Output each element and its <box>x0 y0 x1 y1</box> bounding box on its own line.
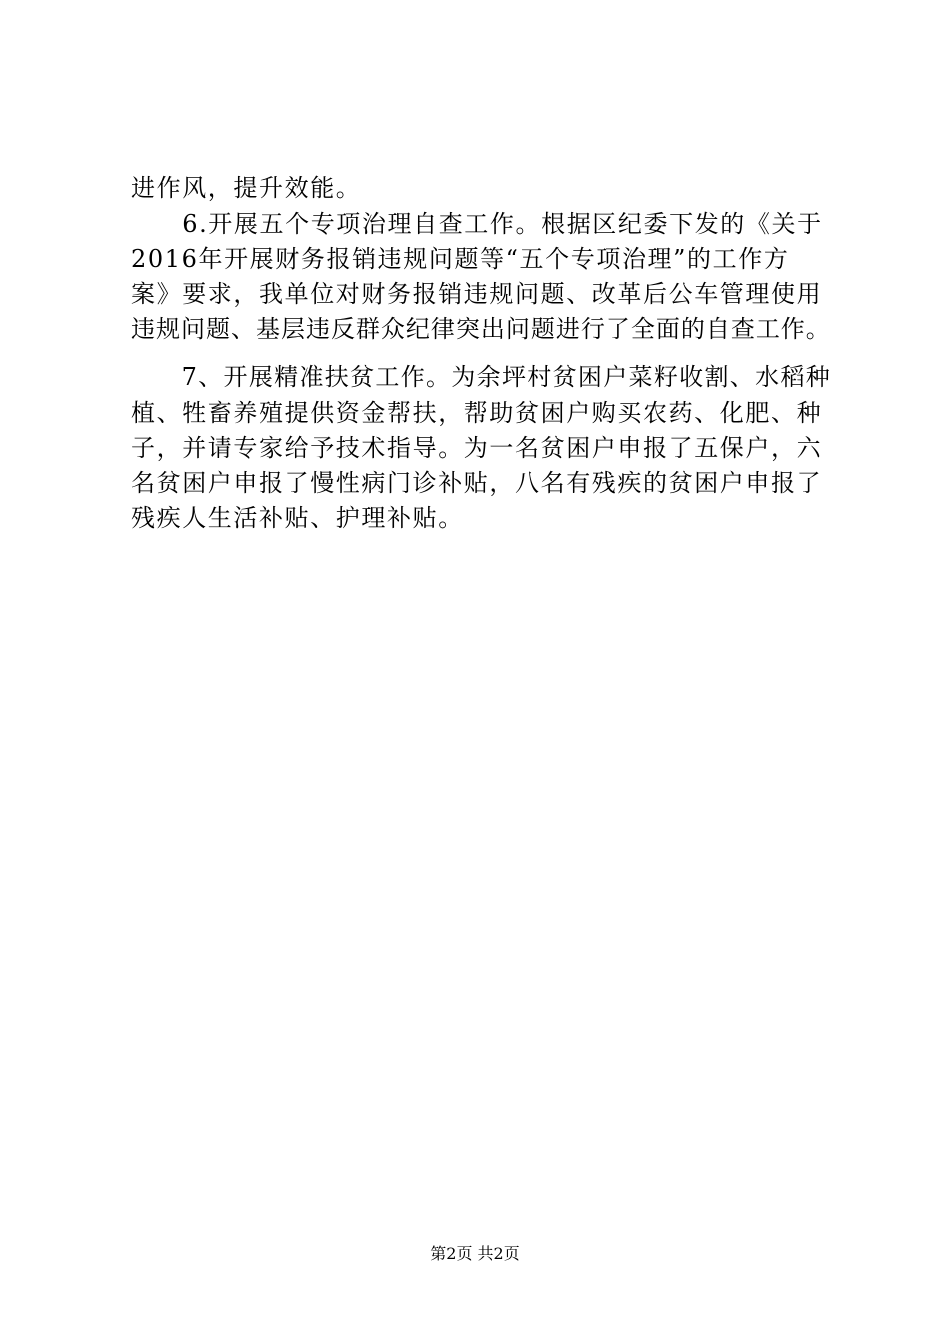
body-line-10: 残疾人生活补贴、护理补贴。 <box>131 504 464 532</box>
body-line-2: 6.开展五个专项治理自查工作。根据区纪委下发的《关于 <box>131 210 823 238</box>
body-line-8: 子，并请专家给予技术指导。为一名贫困户申报了五保户，六 <box>131 434 823 462</box>
body-line-3: 2016年开展财务报销违规问题等“五个专项治理”的工作方 <box>131 245 790 273</box>
body-line-1: 进作风，提升效能。 <box>131 174 362 202</box>
body-line-4: 案》要求，我单位对财务报销违规问题、改革后公车管理使用 <box>131 280 823 308</box>
body-line-5: 违规问题、基层违反群众纪律突出问题进行了全面的自查工作。 <box>131 315 831 343</box>
body-line-9: 名贫困户申报了慢性病门诊补贴，八名有残疾的贫困户申报了 <box>131 469 823 497</box>
body-line-6: 7、开展精准扶贫工作。为余坪村贫困户菜籽收割、水稻种 <box>131 363 832 391</box>
body-line-7: 植、牲畜养殖提供资金帮扶，帮助贫困户购买农药、化肥、种 <box>131 399 823 427</box>
page-number-footer: 第2页 共2页 <box>430 1244 520 1263</box>
